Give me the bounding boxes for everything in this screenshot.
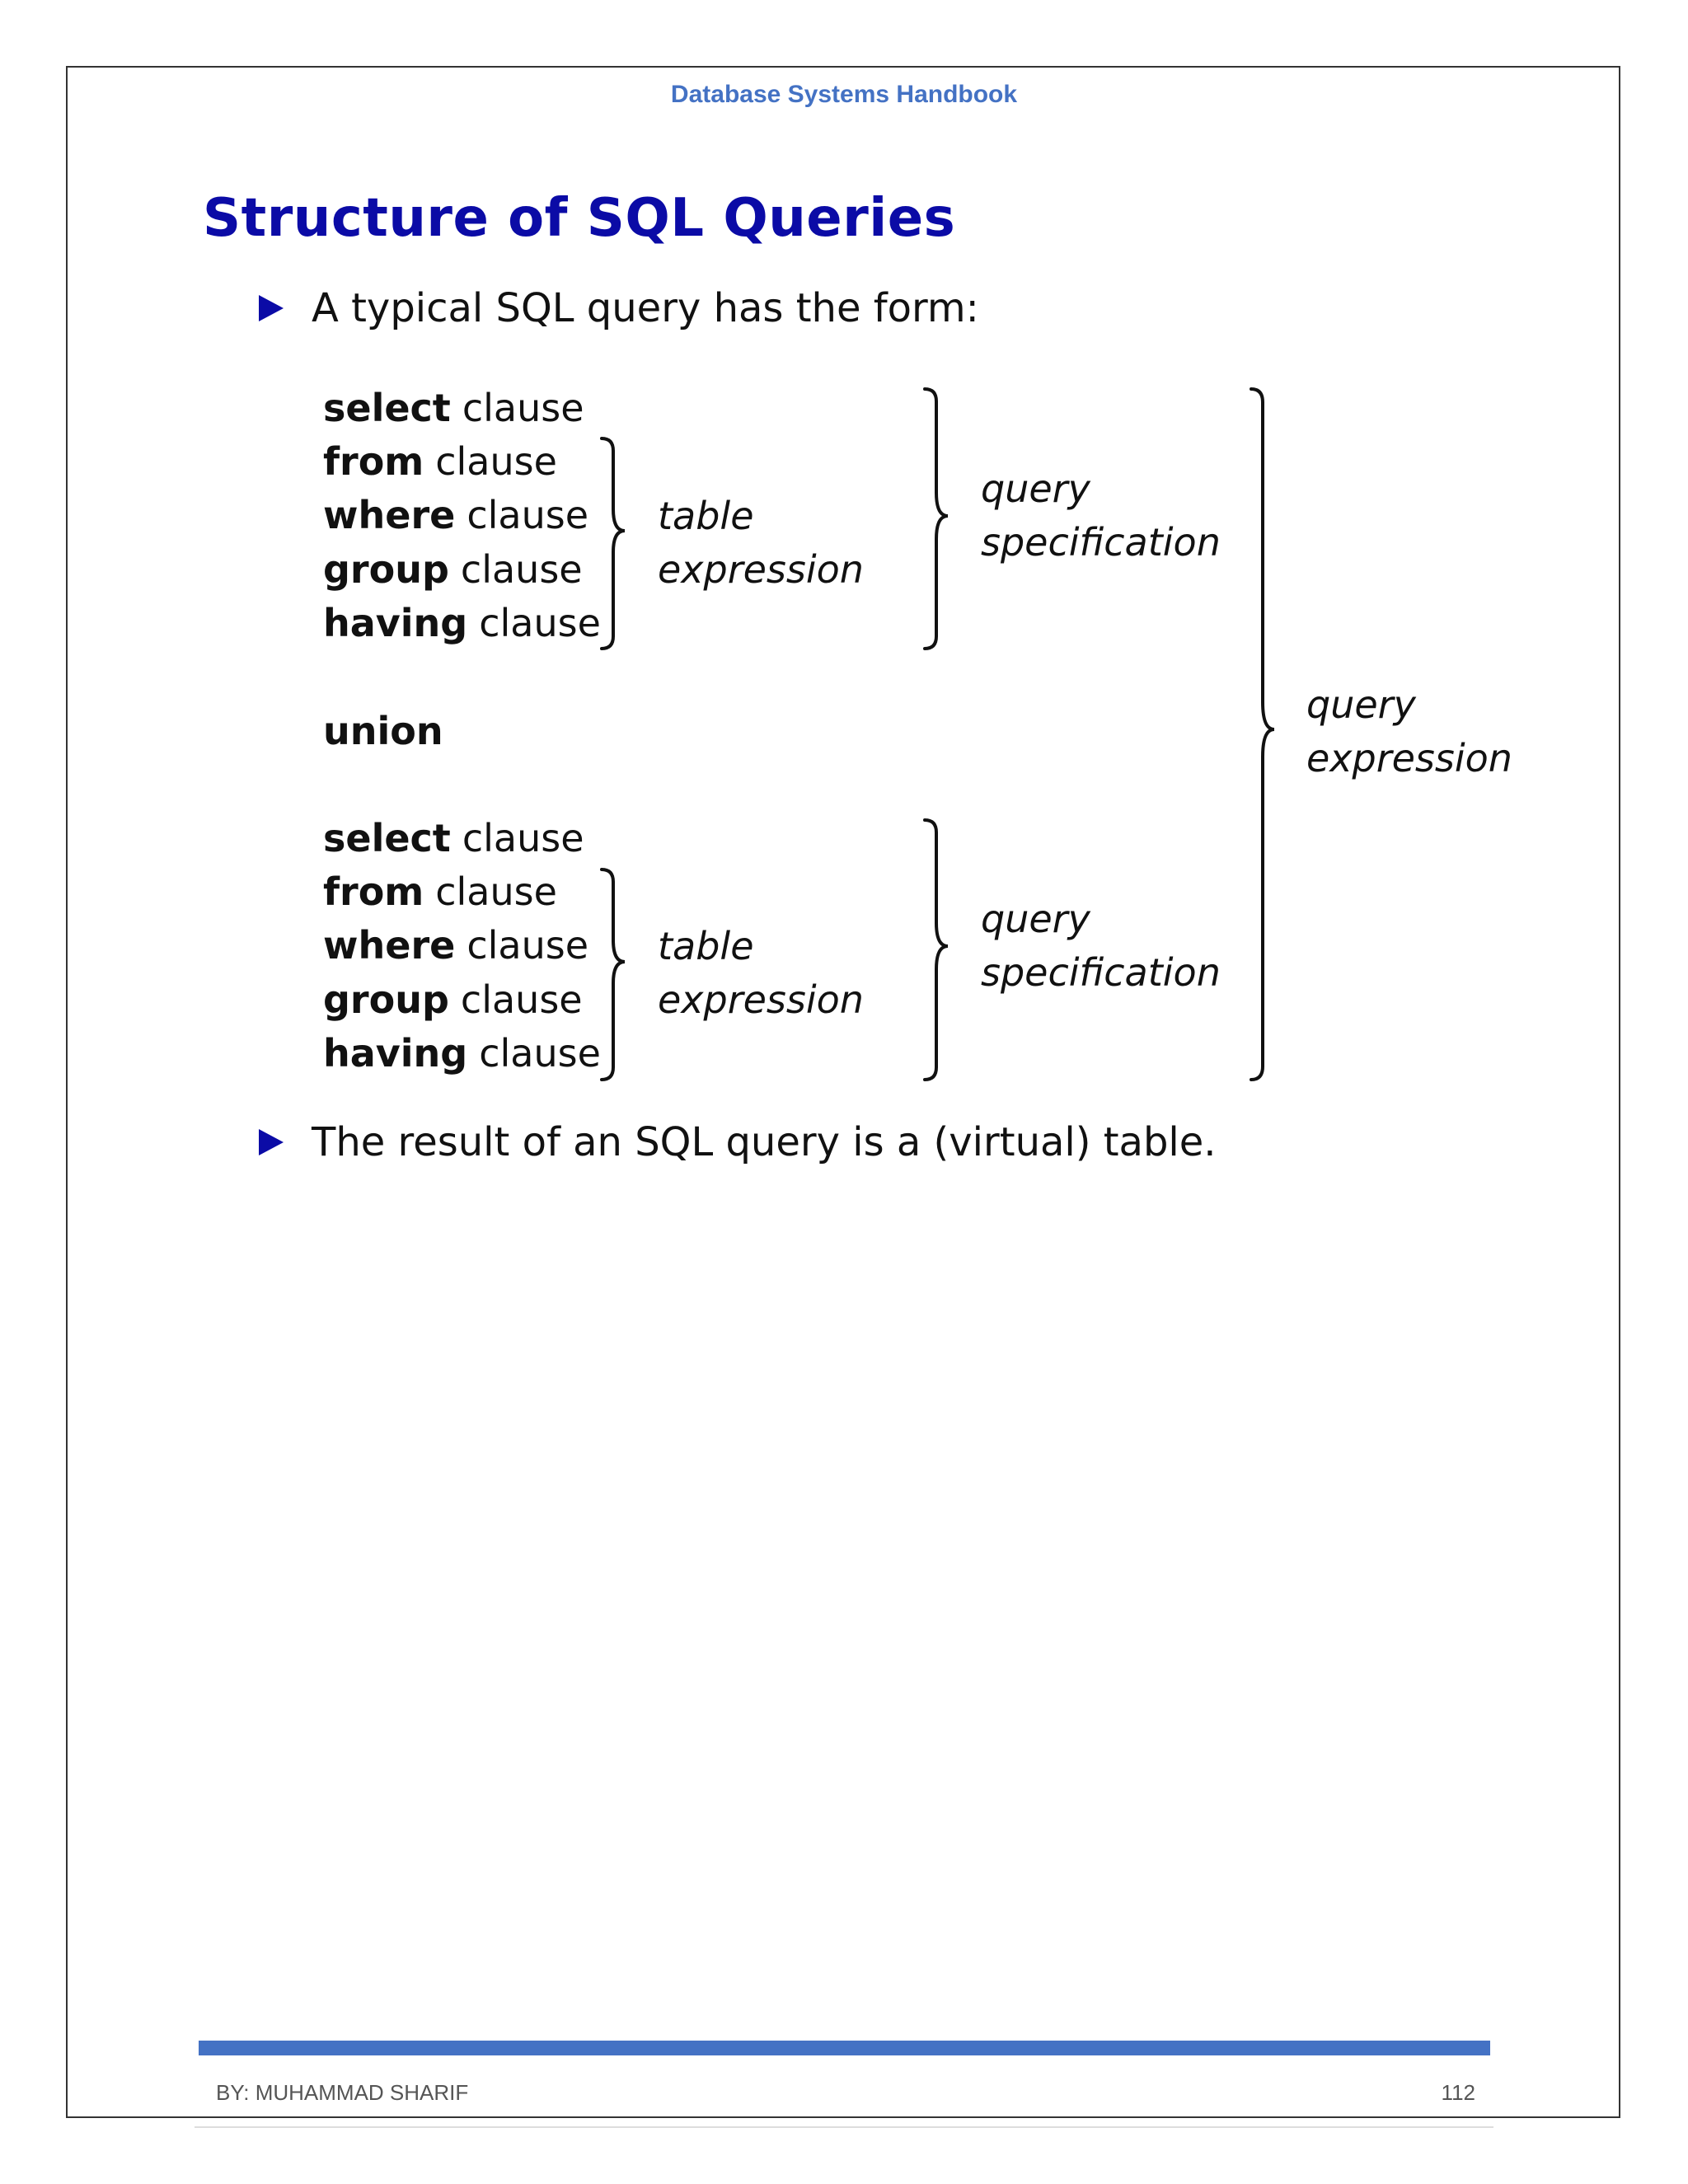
- table-expression-label-line1: table: [658, 924, 754, 968]
- page-number: 112: [1441, 2080, 1475, 2105]
- bullet-result-table: [259, 1119, 1217, 1165]
- query-specification-label-line1: query: [981, 466, 1090, 511]
- query-specification-label-line1: query: [981, 897, 1090, 941]
- sql-keyword: having: [323, 601, 468, 645]
- union-operator: union: [323, 709, 443, 753]
- query-expression-brace: [1251, 389, 1274, 1080]
- sql-keyword: where: [323, 493, 456, 537]
- slide-title: Structure of SQL Queries: [203, 188, 956, 249]
- clause-word: clause: [435, 439, 557, 484]
- sql-keyword: from: [323, 869, 424, 914]
- footer-rule: [199, 2041, 1490, 2055]
- clause-word: clause: [467, 493, 589, 537]
- clause-word: clause: [462, 386, 584, 430]
- clause-word: clause: [479, 601, 601, 645]
- table-expression-label-line2: expression: [658, 547, 864, 592]
- footer-author: BY: MUHAMMAD SHARIF: [216, 2080, 469, 2105]
- bullet-text: The result of an SQL query is a (virtual) table.: [312, 1119, 1217, 1165]
- clause-word: clause: [460, 547, 583, 592]
- bullet-text: A typical SQL query has the form:: [312, 285, 979, 331]
- triangle-bullet-icon: [259, 1129, 284, 1155]
- query-specification-label-line2: specification: [981, 950, 1221, 995]
- sql-keyword: group: [323, 547, 449, 592]
- table-expression-brace: [602, 438, 625, 649]
- sql-keyword: group: [323, 977, 449, 1022]
- sql-keyword: having: [323, 1031, 468, 1076]
- clause-word: clause: [435, 869, 557, 914]
- query-specification-label-line2: specification: [981, 520, 1221, 565]
- clause-word: clause: [479, 1031, 601, 1076]
- sql-keyword: where: [323, 923, 456, 968]
- divider: [195, 2126, 1493, 2128]
- clause-word: clause: [467, 923, 589, 968]
- query-specification-brace: [925, 820, 948, 1080]
- query-expression-label-line2: expression: [1306, 736, 1512, 780]
- clause-word: clause: [460, 977, 583, 1022]
- query-expression-label-line1: query: [1306, 682, 1416, 727]
- table-expression-label-line1: table: [658, 494, 754, 538]
- table-expression-label-line2: expression: [658, 977, 864, 1022]
- clause-word: clause: [462, 816, 584, 860]
- sql-keyword: select: [323, 816, 451, 860]
- running-header: Database Systems Handbook: [670, 81, 1018, 108]
- query-specification-brace: [925, 389, 948, 649]
- sql-keyword: from: [323, 439, 424, 484]
- sql-keyword: select: [323, 386, 451, 430]
- table-expression-brace: [602, 869, 625, 1080]
